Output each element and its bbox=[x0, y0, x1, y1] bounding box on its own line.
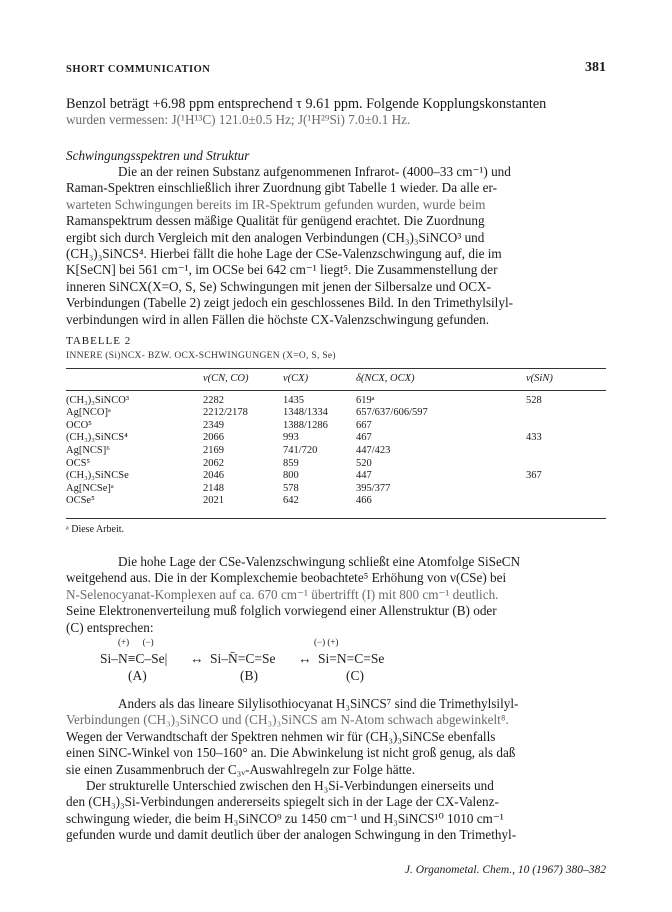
text-line: (C) entsprechen: bbox=[66, 619, 154, 635]
table-row bbox=[66, 458, 606, 471]
text-line: Die an der reinen Substanz aufgenommenen Infrarot- (4000–33 cm⁻¹) und bbox=[118, 164, 511, 179]
structure-label-a: (A) bbox=[128, 668, 147, 683]
text-line: wurden vermessen: J(¹H¹³C) 121.0±0.5 Hz; J(¹H²⁹Si) 7.0±0.1 Hz. bbox=[66, 112, 411, 128]
column-header: ν(CN, CO) bbox=[203, 373, 249, 384]
resonance-arrow: ↔ bbox=[190, 651, 204, 666]
table-bottom-rule bbox=[66, 518, 606, 519]
table-cell: 667 bbox=[356, 419, 372, 431]
formal-charges-a: (+) (−) bbox=[118, 637, 154, 647]
text-line: Wegen der Verwandtschaft der Spektren nehmen wir für (CH₃)₃SiNCSe ebenfalls bbox=[66, 728, 496, 744]
table-cell: 433 bbox=[526, 432, 542, 444]
text-line: N-Selenocyanat-Komplexen auf ca. 670 cm⁻¹ übertrifft (I) mit 800 cm⁻¹ deutlich. bbox=[66, 586, 499, 602]
table-cell: 447/423 bbox=[356, 444, 391, 456]
table-cell bbox=[526, 420, 606, 433]
table-cell: 619ᵃ bbox=[356, 394, 375, 406]
table-cell: 2062 bbox=[203, 457, 224, 469]
text-line: Benzol beträgt +6.98 ppm entsprechend τ 9.61 ppm. Folgende Kopplungskonstanten bbox=[66, 96, 547, 112]
compound-cell: Ag[NCSe]ᵃ bbox=[66, 482, 114, 494]
column-header: ν(CX) bbox=[283, 373, 309, 384]
table-cell: 993 bbox=[283, 432, 299, 444]
table-row bbox=[66, 445, 606, 458]
table-cell: 1388/1286 bbox=[283, 419, 328, 431]
table-row bbox=[66, 483, 606, 496]
paragraph-geometry bbox=[66, 696, 606, 778]
table-cell: 2282 bbox=[203, 394, 224, 406]
journal-citation: J. Organometal. Chem., 10 (1967) 380–382 bbox=[404, 864, 606, 876]
text-line: Ramanspektrum dessen mäßige Qualität für genügend erachtet. Die Zuordnung bbox=[66, 213, 485, 229]
text-line: gefunden wurde und damit deutlich über der analogen Schwingung in den Trimethyl- bbox=[66, 827, 517, 843]
table-cell bbox=[526, 407, 606, 420]
text-line: sie einen Zusammenbruch der C₃ᵥ-Auswahlregeln zur Folge hätte. bbox=[66, 761, 416, 777]
column-header bbox=[66, 368, 203, 389]
compound-cell: Ag[NCO]ᵃ bbox=[66, 407, 111, 419]
structure-a: Si–N≡C–Se| bbox=[100, 651, 168, 666]
text-line: weitgehend aus. Die in der Komplexchemie beobachtete⁵ Erhöhung von ν(CSe) bei bbox=[66, 570, 507, 586]
text-line: K[SeCN] bei 561 cm⁻¹, im OCSe bei 642 cm⁻¹ liegt⁵. Die Zusammenstellung der bbox=[66, 262, 498, 278]
table-row bbox=[66, 495, 606, 508]
table-row bbox=[66, 432, 606, 445]
table-row bbox=[66, 470, 606, 483]
table-cell: 395/377 bbox=[356, 482, 391, 494]
text-line: einen SiNC-Winkel von 150–160° an. Die Abwinkelung ist nicht groß genug, als daß bbox=[66, 745, 516, 761]
column-header: δ(NCX, OCX) bbox=[356, 373, 415, 384]
data-table bbox=[66, 368, 606, 508]
text-line: Verbindungen (CH₃)₃SiNCO und (CH₃)₃SiNCS am N-Atom schwach abgewinkelt⁸. bbox=[66, 712, 509, 728]
paragraph-comparison bbox=[66, 778, 606, 844]
compound-cell: OCS⁵ bbox=[66, 457, 91, 469]
text-line: (CH₃)₃SiNCS⁴. Hierbei fällt die hohe Lage der CSe-Valenzschwingung auf, die im bbox=[66, 246, 502, 262]
text-line: inneren SiNCX(X=O, S, Se) Schwingungen mit jenen der Silbersalze und OCX- bbox=[66, 278, 491, 294]
text-line: den (CH₃)₃Si-Verbindungen andererseits spiegelt sich in der Lage der CX-Valenz- bbox=[66, 794, 499, 810]
table-cell: 2148 bbox=[203, 482, 224, 494]
table-cell: 859 bbox=[283, 457, 299, 469]
table-header-row bbox=[66, 368, 606, 389]
structure-label-b: (B) bbox=[240, 668, 258, 683]
table-cell: 367 bbox=[526, 470, 542, 482]
text-line: Anders als das lineare Silylisothiocyanat H₃SiNCS⁷ sind die Trimethylsilyl- bbox=[118, 696, 519, 711]
table-caption: INNERE (Si)NCX- BZW. OCX-SCHWINGUNGEN (X=O, S, Se) bbox=[66, 351, 336, 361]
table-cell: 642 bbox=[283, 495, 299, 507]
table-cell: 1348/1334 bbox=[283, 407, 328, 419]
text-line: Die hohe Lage der CSe-Valenzschwingung schließt eine Atomfolge SiSeCN bbox=[118, 554, 521, 569]
text-line: Verbindungen (Tabelle 2) zeigt jedoch ein geschlossenes Bild. In den Trimethylsilyl- bbox=[66, 295, 513, 311]
text-line: verbindungen wird in allen Fällen die höchste CX-Valenzschwingung gefunden. bbox=[66, 311, 489, 327]
table-row bbox=[66, 407, 606, 420]
paragraph-vibrational bbox=[66, 164, 606, 328]
structure-label-c: (C) bbox=[346, 668, 364, 683]
table-row bbox=[66, 395, 606, 408]
intro-paragraph bbox=[66, 96, 606, 129]
compound-cell: (CH₃)₃SiNCS⁴ bbox=[66, 432, 128, 444]
section-heading: Schwingungsspektren und Struktur bbox=[66, 148, 250, 163]
table-cell: 2169 bbox=[203, 444, 224, 456]
table-title: TABELLE 2 bbox=[66, 335, 132, 347]
compound-cell: (CH₃)₃SiNCO³ bbox=[66, 394, 129, 406]
table-cell: 1435 bbox=[283, 394, 304, 406]
table-cell: 800 bbox=[283, 470, 299, 482]
structure-b: Si–N̄=C=Se bbox=[210, 651, 276, 666]
table-cell: 520 bbox=[356, 457, 372, 469]
table-cell: 657/637/606/597 bbox=[356, 407, 428, 419]
text-line: Seine Elektronenverteilung muß folglich vorwiegend einer Allenstruktur (B) oder bbox=[66, 603, 497, 619]
table-cell: 2046 bbox=[203, 470, 224, 482]
page-number: 381 bbox=[585, 60, 606, 75]
text-line: Raman-Spektren einschließlich ihrer Zuordnung gibt Tabelle 1 wieder. Da alle er- bbox=[66, 180, 498, 196]
text-line: warteten Schwingungen bereits im IR-Spektrum gefunden wurden, wurde beim bbox=[66, 196, 486, 212]
resonance-arrow: ↔ bbox=[298, 651, 312, 666]
table-cell bbox=[526, 445, 606, 458]
table-cell: 741/720 bbox=[283, 444, 318, 456]
running-title: SHORT COMMUNICATION bbox=[66, 64, 211, 75]
text-line: Der strukturelle Unterschied zwischen den H₃Si-Verbindungen einerseits und bbox=[86, 778, 494, 793]
table-cell: 2349 bbox=[203, 419, 224, 431]
compound-cell: Ag[NCS]⁶ bbox=[66, 444, 110, 456]
table-cell: 578 bbox=[283, 482, 299, 494]
table-cell bbox=[526, 483, 606, 496]
compound-cell: OCSe⁵ bbox=[66, 495, 95, 507]
table-cell: 467 bbox=[356, 432, 372, 444]
column-header: ν(SiN) bbox=[526, 373, 553, 384]
table-cell: 466 bbox=[356, 495, 372, 507]
table-cell: 447 bbox=[356, 470, 372, 482]
structure-c: Si=N=C=Se bbox=[318, 651, 385, 666]
compound-cell: OCO⁵ bbox=[66, 419, 92, 431]
table-cell: 2066 bbox=[203, 432, 224, 444]
table-cell: 2021 bbox=[203, 495, 224, 507]
table-cell bbox=[526, 458, 606, 471]
table-cell: 528 bbox=[526, 394, 542, 406]
table-row bbox=[66, 420, 606, 433]
table-cell bbox=[526, 495, 606, 508]
paragraph-bonding bbox=[66, 554, 606, 636]
compound-cell: (CH₃)₃SiNCSe bbox=[66, 470, 129, 482]
table-footnote: ᵃ Diese Arbeit. bbox=[66, 524, 124, 535]
text-line: schwingung wieder, die beim H₃SiNCO⁹ zu 1450 cm⁻¹ und H₃SiNCS¹⁰ 1010 cm⁻¹ bbox=[66, 810, 504, 826]
table-cell: 2212/2178 bbox=[203, 407, 248, 419]
text-line: ergibt sich durch Vergleich mit den analogen Verbindungen (CH₃)₃SiNCO³ und bbox=[66, 229, 485, 245]
formal-charges-c: (−) (+) bbox=[314, 637, 339, 647]
